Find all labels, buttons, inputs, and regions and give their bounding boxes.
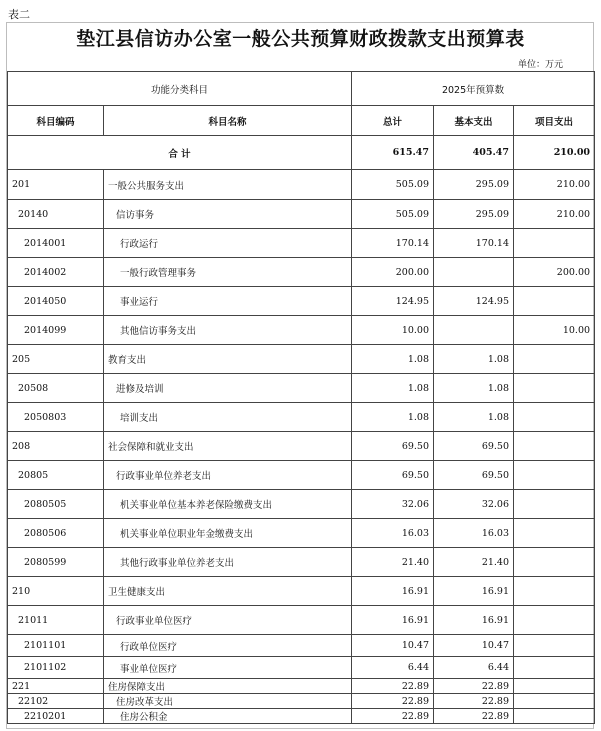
table-row [8,657,595,679]
name-cell: 事业运行 [104,287,352,316]
code-cell: 20805 [8,461,104,490]
table-row [8,635,595,657]
name-cell: 住房公积金 [104,709,352,724]
total-cell: 22.89 [352,694,434,709]
project-cell [514,694,595,709]
basic-cell: 22.89 [434,679,514,694]
project-cell [514,229,595,258]
code-cell: 2050803 [8,403,104,432]
total-cell: 32.06 [352,490,434,519]
table-row [8,709,595,724]
total-cell: 10.00 [352,316,434,345]
name-cell: 一般公共服务支出 [104,170,352,200]
total-cell: 16.91 [352,577,434,606]
summary-total: 615.47 [352,136,434,170]
total-cell: 16.03 [352,519,434,548]
table-row [8,548,595,577]
basic-cell: 295.09 [434,170,514,200]
name-cell: 行政事业单位医疗 [104,606,352,635]
table-row [8,432,595,461]
name-cell: 机关事业单位职业年金缴费支出 [104,519,352,548]
basic-cell: 1.08 [434,345,514,374]
name-cell: 行政事业单位养老支出 [104,461,352,490]
project-cell: 200.00 [514,258,595,287]
unit-label: 单位：万元 [517,60,563,70]
project-cell [514,548,595,577]
table-row [8,345,595,374]
code-cell: 2210201 [8,709,104,724]
name-cell: 机关事业单位基本养老保险缴费支出 [104,490,352,519]
page-title: 垫江县信访办公室一般公共预算财政拨款支出预算表 [76,28,525,50]
code-cell: 2014050 [8,287,104,316]
table-row [8,606,595,635]
basic-cell: 1.08 [434,374,514,403]
code-cell: 2080505 [8,490,104,519]
name-cell: 一般行政管理事务 [104,258,352,287]
project-cell [514,432,595,461]
total-column-header: 总计 [352,106,434,136]
code-cell: 20508 [8,374,104,403]
basic-cell: 69.50 [434,432,514,461]
table-row [8,461,595,490]
basic-cell: 16.03 [434,519,514,548]
name-column-header: 科目名称 [104,106,352,136]
name-cell: 进修及培训 [104,374,352,403]
basic-cell: 32.06 [434,490,514,519]
table-row [8,170,595,200]
project-cell: 210.00 [514,170,595,200]
summary-basic: 405.47 [434,136,514,170]
header-row-columns [8,106,595,136]
basic-cell [434,316,514,345]
code-cell: 208 [8,432,104,461]
basic-cell: 22.89 [434,709,514,724]
total-cell: 21.40 [352,548,434,577]
total-cell: 22.89 [352,679,434,694]
project-column-header: 项目支出 [514,106,595,136]
basic-cell: 6.44 [434,657,514,679]
budget-year-header: 2025年预算数 [352,72,595,106]
project-cell [514,679,595,694]
table-row [8,490,595,519]
code-cell: 201 [8,170,104,200]
table-row [8,679,595,694]
table-row [8,316,595,345]
basic-cell: 16.91 [434,577,514,606]
total-cell: 69.50 [352,432,434,461]
sheet-label: 表二 [8,8,30,21]
total-cell: 1.08 [352,374,434,403]
basic-cell: 295.09 [434,200,514,229]
project-cell [514,403,595,432]
project-cell [514,657,595,679]
basic-cell [434,258,514,287]
total-cell: 124.95 [352,287,434,316]
total-cell: 505.09 [352,200,434,229]
table-row [8,374,595,403]
name-cell: 行政单位医疗 [104,635,352,657]
code-cell: 2101101 [8,635,104,657]
table-row [8,200,595,229]
summary-project: 210.00 [514,136,595,170]
code-cell: 21011 [8,606,104,635]
functional-category-header: 功能分类科目 [8,72,352,106]
code-cell: 2014001 [8,229,104,258]
table-row [8,229,595,258]
name-cell: 其他行政事业单位养老支出 [104,548,352,577]
project-cell [514,490,595,519]
code-cell: 2080599 [8,548,104,577]
total-cell: 1.08 [352,345,434,374]
name-cell: 教育支出 [104,345,352,374]
code-cell: 2014002 [8,258,104,287]
total-cell: 22.89 [352,709,434,724]
total-cell: 170.14 [352,229,434,258]
basic-cell: 21.40 [434,548,514,577]
project-cell [514,606,595,635]
project-cell [514,461,595,490]
table-row [8,694,595,709]
project-cell: 10.00 [514,316,595,345]
project-cell [514,287,595,316]
code-cell: 22102 [8,694,104,709]
table-row [8,519,595,548]
name-cell: 住房改革支出 [104,694,352,709]
total-cell: 200.00 [352,258,434,287]
total-cell: 16.91 [352,606,434,635]
code-cell: 210 [8,577,104,606]
basic-cell: 22.89 [434,694,514,709]
code-cell: 2014099 [8,316,104,345]
budget-table [7,71,595,724]
basic-column-header: 基本支出 [434,106,514,136]
code-cell: 2101102 [8,657,104,679]
header-row-group [8,72,595,106]
project-cell [514,709,595,724]
name-cell: 信访事务 [104,200,352,229]
name-cell: 事业单位医疗 [104,657,352,679]
total-cell: 69.50 [352,461,434,490]
table-row [8,403,595,432]
project-cell: 210.00 [514,200,595,229]
code-cell: 205 [8,345,104,374]
name-cell: 住房保障支出 [104,679,352,694]
basic-cell: 170.14 [434,229,514,258]
project-cell [514,635,595,657]
total-cell: 10.47 [352,635,434,657]
code-cell: 221 [8,679,104,694]
basic-cell: 1.08 [434,403,514,432]
basic-cell: 16.91 [434,606,514,635]
name-cell: 其他信访事务支出 [104,316,352,345]
project-cell [514,374,595,403]
basic-cell: 124.95 [434,287,514,316]
summary-label: 合 计 [8,136,352,170]
code-cell: 20140 [8,200,104,229]
total-cell: 1.08 [352,403,434,432]
total-cell: 6.44 [352,657,434,679]
total-cell: 505.09 [352,170,434,200]
project-cell [514,345,595,374]
project-cell [514,577,595,606]
table-row [8,258,595,287]
name-cell: 培训支出 [104,403,352,432]
name-cell: 行政运行 [104,229,352,258]
name-cell: 卫生健康支出 [104,577,352,606]
name-cell: 社会保障和就业支出 [104,432,352,461]
basic-cell: 10.47 [434,635,514,657]
code-column-header: 科目编码 [8,106,104,136]
basic-cell: 69.50 [434,461,514,490]
summary-row [8,136,595,170]
code-cell: 2080506 [8,519,104,548]
table-row [8,577,595,606]
table-row [8,287,595,316]
project-cell [514,519,595,548]
